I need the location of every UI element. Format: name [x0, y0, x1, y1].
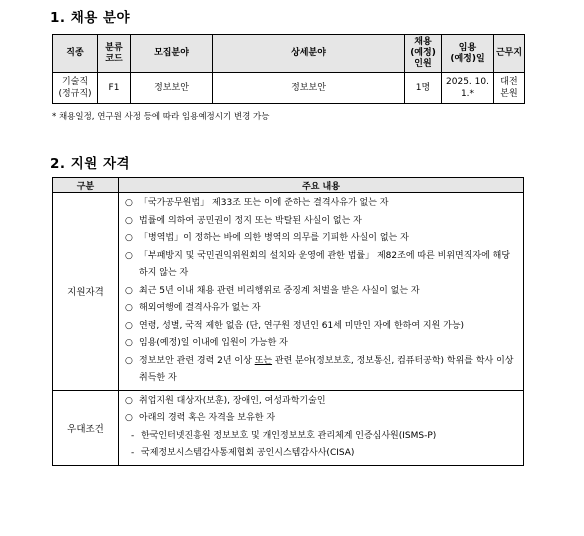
list-item: ○ 연령, 성별, 국적 제한 없음 (단, 연구원 정년인 61세 미만인 자에 한하여 지원 가능): [125, 320, 465, 331]
cell-workplace: 대전 본원: [494, 73, 525, 104]
list-item: ○ 해외여행에 결격사유가 없는 자: [125, 303, 261, 313]
list-item: ○ 「병역법」이 정하는 바에 의한 병역의 의무를 기피한 사실이 없는 자: [125, 233, 409, 243]
list-item: ○ 아래의 경력 혹은 자격을 보유한 자: [125, 413, 276, 423]
cell-headcount: 1명: [405, 73, 442, 104]
cell-class-code: F1: [98, 73, 131, 104]
list-item: - 한국인터넷진흥원 정보보호 및 개인정보보호 관리체계 인증심사원(ISMS-P): [131, 430, 437, 441]
header-headcount: 채용 (예정) 인원: [405, 35, 442, 73]
list-item: ○ 최근 5년 이내 채용 관련 비리행위로 중징계 처벌을 받은 사실이 없는 자: [125, 285, 420, 296]
preferred-list: [119, 390, 524, 465]
list-item: ○ 「국가공무원법」 제33조 또는 이에 준하는 결격사유가 없는 자: [125, 198, 389, 208]
section-title-recruitment-field: 1. 채용 분야: [50, 10, 131, 26]
header-detail-field: 상세분야: [213, 35, 405, 73]
category-eligibility: 지원자격: [53, 193, 119, 391]
cell-detail-field: 정보보안: [213, 73, 405, 104]
category-preferred: 우대조건: [53, 390, 119, 465]
schedule-note: * 채용일정, 연구원 사정 등에 따라 임용예정시기 변경 가능: [52, 112, 270, 122]
header-category: 구분: [53, 178, 119, 193]
list-item: - 국제정보시스템감사통제협회 공인시스템감사사(CISA): [131, 448, 355, 458]
header-job-type: 직종: [53, 35, 98, 73]
header-recruit-field: 모집분야: [131, 35, 213, 73]
header-main-content: 주요 내용: [119, 178, 524, 193]
list-item: ○ 「부패방지 및 국민권익위원회의 설치와 운영에 관한 법률」 제82조에 따른 비위면직자에 해당하지 않는 자: [125, 250, 511, 278]
list-item: ○ 법률에 의하여 공민권이 정지 또는 박탈된 사실이 없는 자: [125, 215, 362, 226]
cell-appointment-date: 2025. 10. 1.*: [442, 73, 494, 104]
list-item: ○ 정보보안 관련 경력 2년 이상 또는 관련 분야(정보보호, 정보통신, 컴퓨터공학) 학위를 학사 이상 취득한 자: [125, 355, 514, 383]
section-title-qualifications: 2. 지원 자격: [50, 156, 131, 172]
header-appointment-date: 임용 (예정)일: [442, 35, 494, 73]
cell-recruit-field: 정보보안: [131, 73, 213, 104]
list-item: ○ 임용(예정)일 이내에 입원이 가능한 자: [125, 338, 288, 348]
header-workplace: 근무지: [494, 35, 525, 73]
list-item: ○ 취업지원 대상자(보훈), 장애인, 여성과학기술인: [125, 395, 326, 406]
eligibility-list: [119, 193, 524, 391]
header-class-code: 분류 코드: [98, 35, 131, 73]
recruitment-field-table: [52, 34, 525, 104]
qualifications-table: [52, 177, 524, 466]
cell-job-type: 기술직 (정규직): [53, 73, 98, 104]
